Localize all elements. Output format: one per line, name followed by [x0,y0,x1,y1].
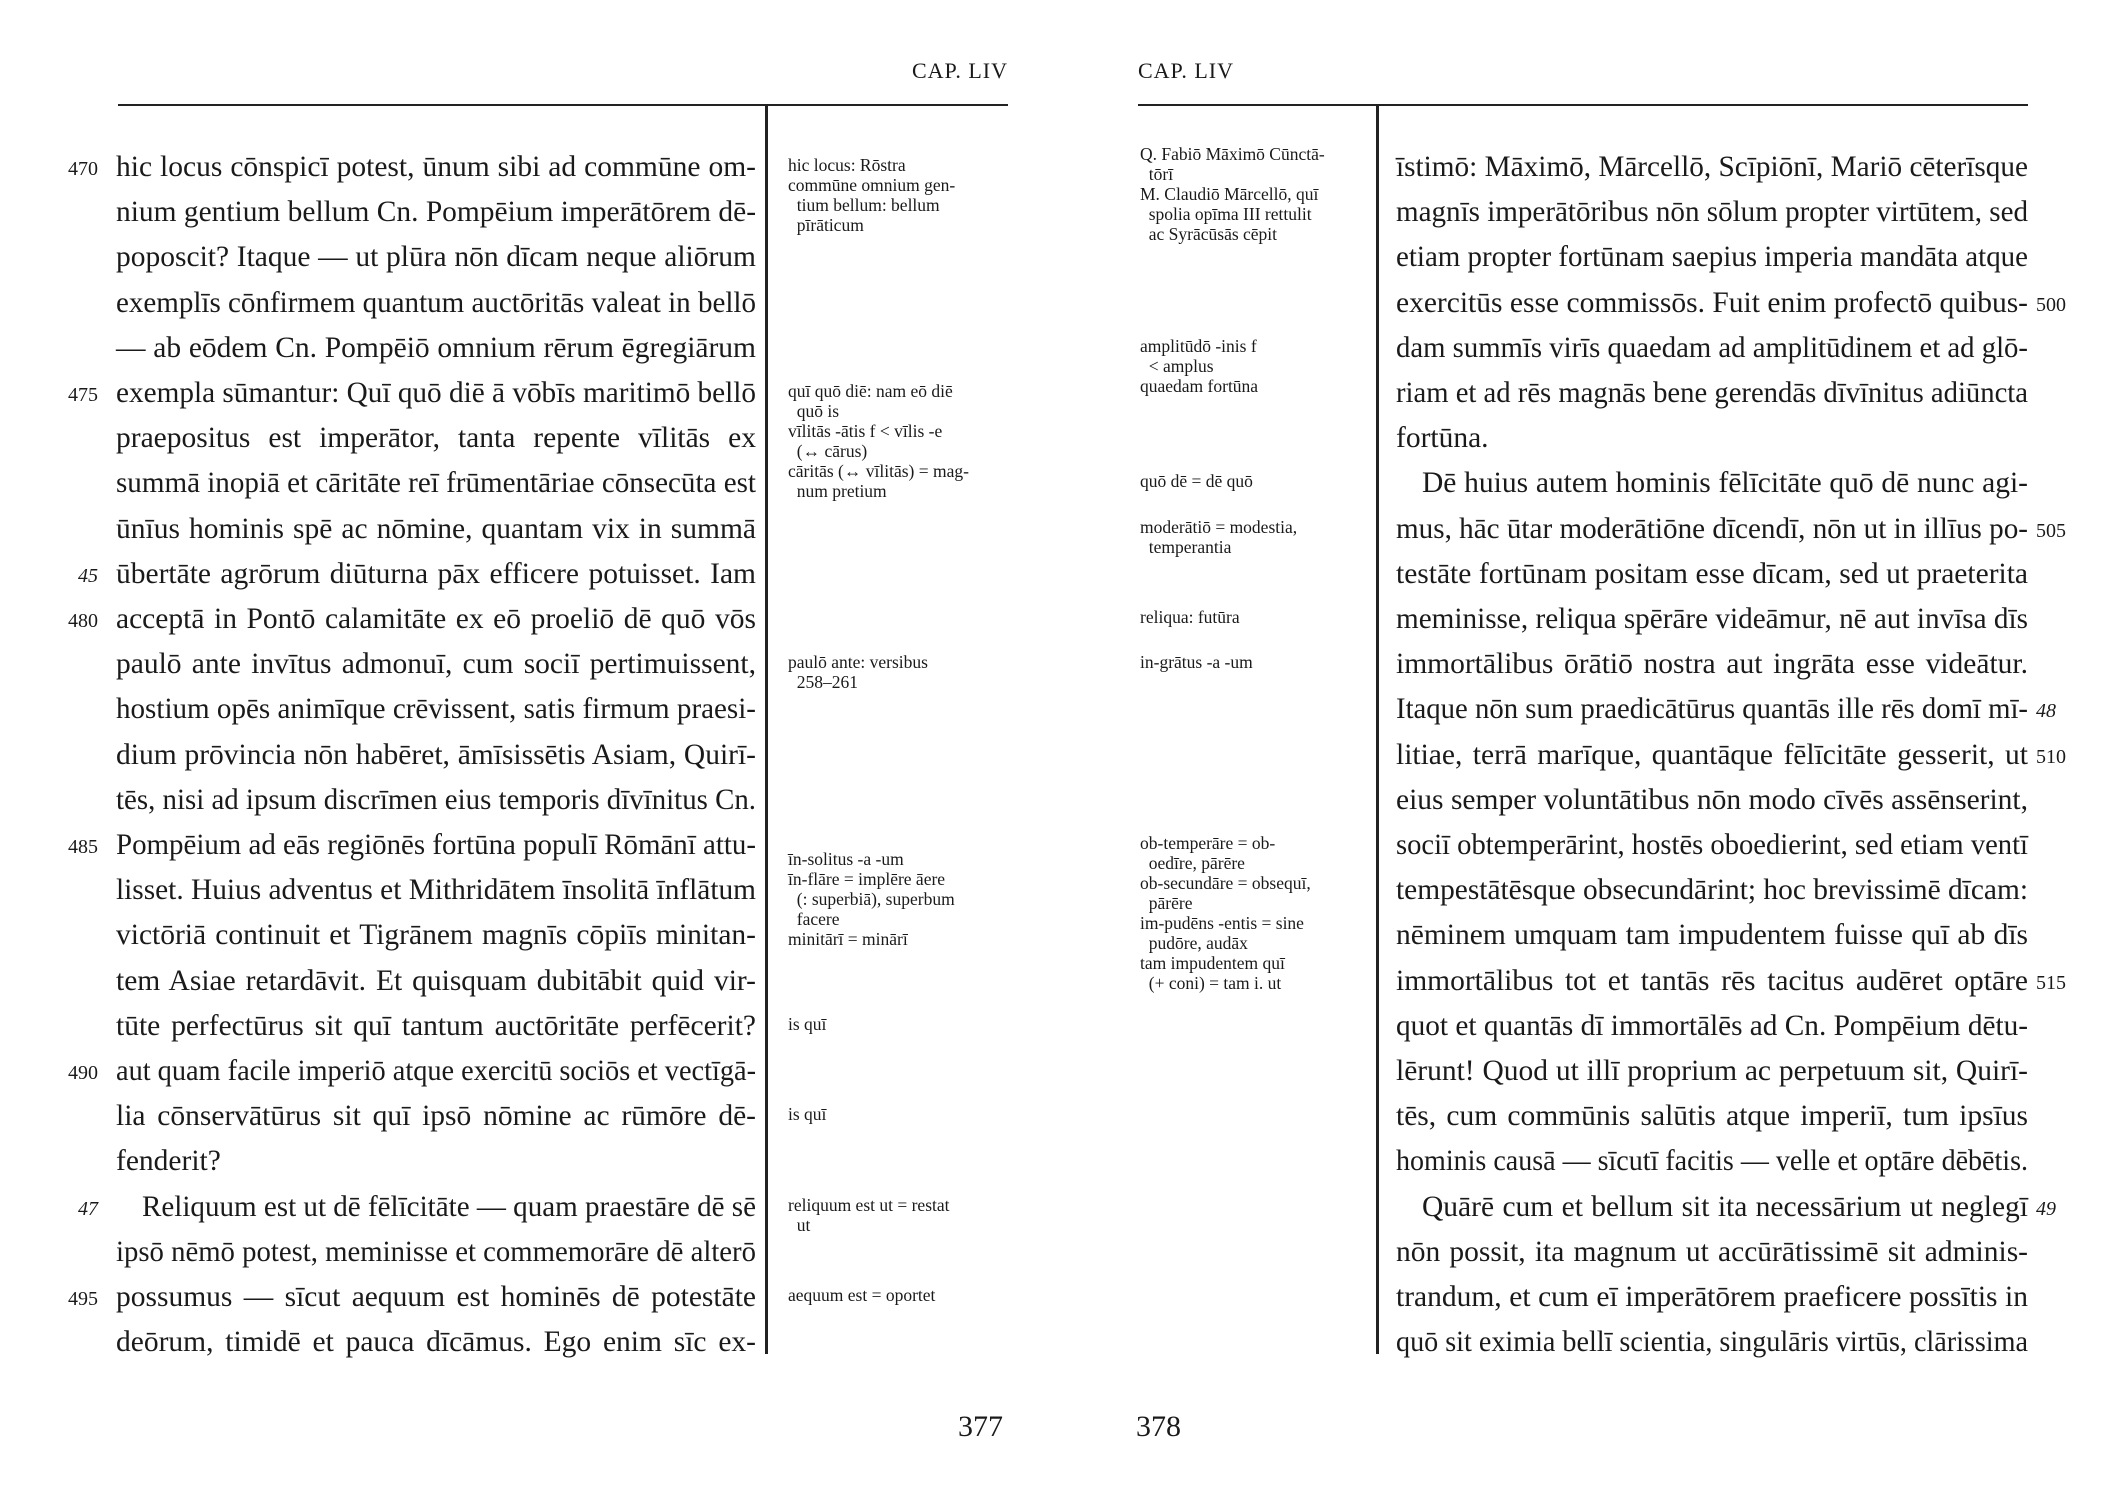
margin-note-row: Q. Fabiō Māximō Cūnctā- [1140,143,1325,164]
margin-note-row: M. Claudiō Mārcellō, quī [1140,183,1319,204]
text-line: dam summīs virīs quaedam ad amplitūdinem et ad glō- [1396,331,2028,364]
running-header-left: CAP. LIV [912,58,1009,83]
margin-note-row: minitārī = minārī [788,928,908,949]
text-line: immortālibus tot et tantās rēs tacitus audēret optāre [1396,964,2028,997]
margin-note-row: num pretium [788,481,887,501]
margin-note-row: paulō ante: versibus [788,652,928,673]
margin-note [1140,833,1311,993]
text-line: summā inopiā et cāritāte reī frūmentāriae cōnsecūta est [116,467,756,500]
margin-note-row: spolia opīma III rettulit [1140,203,1312,224]
margin-note-row: ob-secundāre = obsequī, [1140,873,1311,893]
margin-note-row: is quī [788,1104,827,1125]
margin-note-row: quī quō diē: nam eō diē [788,381,953,401]
line-number: 490 [68,1062,98,1084]
margin-note [1140,471,1253,491]
text-line: possumus — sīcut aequum est hominēs dē potestāte [116,1281,756,1313]
line-number: 485 [68,836,98,858]
column-divider-right [1376,106,1379,1354]
line-number: 515 [2036,971,2066,994]
margin-note-row: quō dē = dē quō [1140,471,1253,492]
text-line: tēs, cum commūnis salūtis atque imperiī, tum ipsīus [1396,1100,2028,1133]
margin-note [788,1104,826,1124]
margin-note-row: cāritās (↔ vīlitās) = mag- [788,461,969,481]
running-header-right: CAP. LIV [1138,58,1235,83]
text-line: īstimō: Māximō, Mārcellō, Scīpiōnī, Mariō cēterīsque [1396,151,2028,183]
margin-note [788,381,969,501]
margin-note-row: tam impudentem quī [1140,953,1285,973]
text-line: testāte fortūnam positam esse dīcam, sed ut praeterita [1396,557,2028,590]
text-line: mus, hāc ūtar moderātiōne dīcendī, nōn ut in illīus po- [1396,512,2028,545]
margin-note-row: moderātiō = modestia, [1140,516,1298,537]
margin-note-row: (↔ cārus) [788,441,868,461]
line-number: 500 [2036,293,2066,316]
margin-note-row: quaedam fortūna [1140,375,1259,396]
line-number: 47 [78,1197,98,1220]
text-line: hominis causā — sīcutī facitis — velle et optāre dēbētis. [1396,1145,2028,1178]
text-line: Dē huius autem hominis fēlīcitāte quō dē nunc agi- [1422,467,2028,500]
text-line: riam et ad rēs magnās bene gerendās dīvīnitus adiūncta [1396,377,2028,409]
margin-note-row: tium bellum: bellum [788,195,940,215]
text-line: poposcit? Itaque — ut plūra nōn dīcam neque aliōrum [116,241,756,274]
margin-note-row: commūne omnium gen- [788,175,956,195]
text-line: praepositus est imperātor, tanta repente vīlitās ex [116,422,756,455]
margin-note-row: pārēre [1140,893,1193,913]
margin-note [1140,607,1240,627]
margin-note [788,1285,935,1305]
margin-note-row: < amplus [1140,355,1214,376]
margin-note [788,1014,826,1034]
line-number: 49 [2036,1197,2056,1220]
text-line: exempla sūmantur: Quī quō diē ā vōbīs maritimō bellō [116,377,756,409]
text-line: nēminem umquam tam impudentem fuisse quī ab dīs [1396,919,2028,952]
margin-note-row: tōrī [1140,163,1174,184]
text-line: exercitūs esse commissōs. Fuit enim profectō quibus- [1396,286,2028,319]
text-line: tēs, nisi ad ipsum discrīmen eius temporis dīvīnitus Cn. [116,783,756,816]
margin-note-row: reliquum est ut = restat [788,1194,950,1215]
margin-note-row: hic locus: Rōstra [788,155,906,175]
margin-note-row: temperantia [1140,536,1232,557]
margin-note-row: (+ coni) = tam i. ut [1140,973,1282,993]
text-line: lērunt! Quod ut illī proprium ac perpetuum sit, Quirī- [1396,1055,2028,1087]
text-line: fenderit? [116,1145,221,1178]
text-line: ipsō nēmō potest, meminisse et commemorāre dē alterō [116,1235,756,1268]
text-line: deōrum, timidē et pauca dīcāmus. Ego enim sīc ex- [116,1326,756,1359]
margin-note-row: amplitūdō -inis f [1140,335,1257,356]
margin-note [1140,652,1253,672]
text-line: quot et quantās dī immortālēs ad Cn. Pompēium dētu- [1396,1009,2028,1042]
text-line: nium gentium bellum Cn. Pompēium imperātōrem dē- [116,196,756,229]
margin-note-row: is quī [788,1013,827,1034]
text-line: tem Asiae retardāvit. Et quisquam dubitābit quid vir- [116,964,756,997]
text-line: quō sit eximia bellī scientia, singulāris virtūs, clārissima [1396,1326,2028,1359]
margin-note-row: ut [788,1214,811,1235]
line-number: 470 [68,158,98,180]
margin-note [1140,336,1258,396]
text-line: — ab eōdem Cn. Pompēiō omnium rērum ēgregiārum [116,331,756,364]
margin-note-row: īn-solitus -a -um [788,848,904,869]
text-line: hostium opēs animīque crēvissent, satis firmum praesi- [116,693,756,726]
text-line: sociī obtemperārint, hostēs oboedierint, sed etiam ventī [1396,829,2028,861]
text-line: acceptā in Pontō calamitāte ex eō proeliō dē quō vōs [116,603,756,635]
text-line: Quārē cum et bellum sit ita necessārium ut neglegī [1422,1190,2028,1223]
margin-note-row: in-grātus -a -um [1140,652,1253,673]
page-number-right: 378 [1136,1410,1181,1443]
text-line: aut quam facile imperiō atque exercitū sociōs et vectīgā- [116,1055,756,1087]
margin-note-row: ac Syrācūsās cēpit [1140,223,1278,244]
margin-note-row: oedīre, pārēre [1140,853,1245,873]
text-line: ūbertāte agrōrum diūturna pāx efficere potuisset. Iam [116,557,756,590]
line-number: 495 [68,1288,98,1310]
line-number: 45 [78,564,98,587]
margin-note-row: pīrāticum [788,215,864,235]
line-number: 475 [68,384,98,406]
text-line: tempestātēsque obsecundārint; hoc brevissimē dīcam: [1396,874,2028,907]
text-line: Itaque nōn sum praedicātūrus quantās ille rēs domī mī- [1396,693,2028,726]
text-line: exemplīs cōnfirmem quantum auctōritās valeat in bellō [116,286,756,319]
text-line: lia cōnservātūrus sit quī ipsō nōmine ac rūmōre dē- [116,1100,756,1133]
text-line: ūnīus hominis spē ac nōmine, quantam vix in summā [116,512,756,545]
margin-note [788,1195,950,1235]
margin-note-row: 258–261 [788,672,858,693]
margin-note-row: aequum est = oportet [788,1285,936,1305]
text-line: immortālibus ōrātiō nostra aut ingrāta esse videātur. [1396,648,2028,681]
text-line: Reliquum est ut dē fēlīcitāte — quam praestāre dē sē [142,1190,756,1223]
margin-note [788,155,955,235]
margin-note-row: (: superbiā), superbum [788,888,955,909]
margin-note [788,652,928,692]
text-line: paulō ante invītus admonuī, cum sociī pertimuissent, [116,648,756,681]
margin-note [788,849,955,949]
text-line: meminisse, reliqua spērāre videāmur, nē aut invīsa dīs [1396,603,2028,635]
margin-note-row: vīlitās -ātis f < vīlis -e [788,421,943,441]
text-line: trandum, et cum eī imperātōrem praeficere possītis in [1396,1281,2028,1313]
column-divider-left [765,106,768,1354]
page-number-left: 377 [958,1410,1003,1443]
margin-note-row: pudōre, audāx [1140,933,1248,953]
text-line: litiae, terrā marīque, quantāque fēlīcitāte gesserit, ut [1396,738,2028,771]
line-number: 510 [2036,745,2066,768]
text-line: hic locus cōnspicī potest, ūnum sibi ad commūne om- [116,151,756,183]
text-line: victōriā continuit et Tigrānem magnīs cōpiīs minitan- [116,919,756,952]
margin-note [1140,517,1297,557]
text-line: dium prōvincia nōn habēret, āmīsissētis Asiam, Quirī- [116,738,756,771]
text-line: tūte perfectūrus sit quī tantum auctōritāte perfēcerit? [116,1009,756,1042]
text-line: etiam propter fortūnam saepius imperia mandāta atque [1396,241,2028,274]
text-line: magnīs imperātōribus nōn sōlum propter virtūtem, sed [1396,196,2028,229]
line-number: 480 [68,610,98,632]
line-number: 505 [2036,519,2066,542]
text-line: lisset. Huius adventus et Mithridātem īnsolitā īnflātum [116,874,756,907]
margin-note-row: īn-flāre = implēre āere [788,868,946,889]
margin-note-row: ob-temperāre = ob- [1140,833,1276,853]
margin-note-row: im-pudēns -entis = sine [1140,913,1304,933]
margin-note-row: reliqua: futūra [1140,607,1240,627]
margin-note-row: quō is [788,401,840,421]
line-number: 48 [2036,700,2056,723]
text-line: eius semper voluntātibus nōn modo cīvēs assēnserint, [1396,783,2028,816]
text-line: fortūna. [1396,422,1489,455]
text-line: Pompēium ad eās regiōnēs fortūna populī Rōmānī attu- [116,829,756,861]
header-rule-left [118,104,1008,106]
text-line: nōn possit, ita magnum ut accūrātissimē sit adminis- [1396,1235,2028,1268]
header-rule-right [1138,104,2028,106]
margin-note [1140,144,1325,244]
margin-note-row: facere [788,908,840,929]
